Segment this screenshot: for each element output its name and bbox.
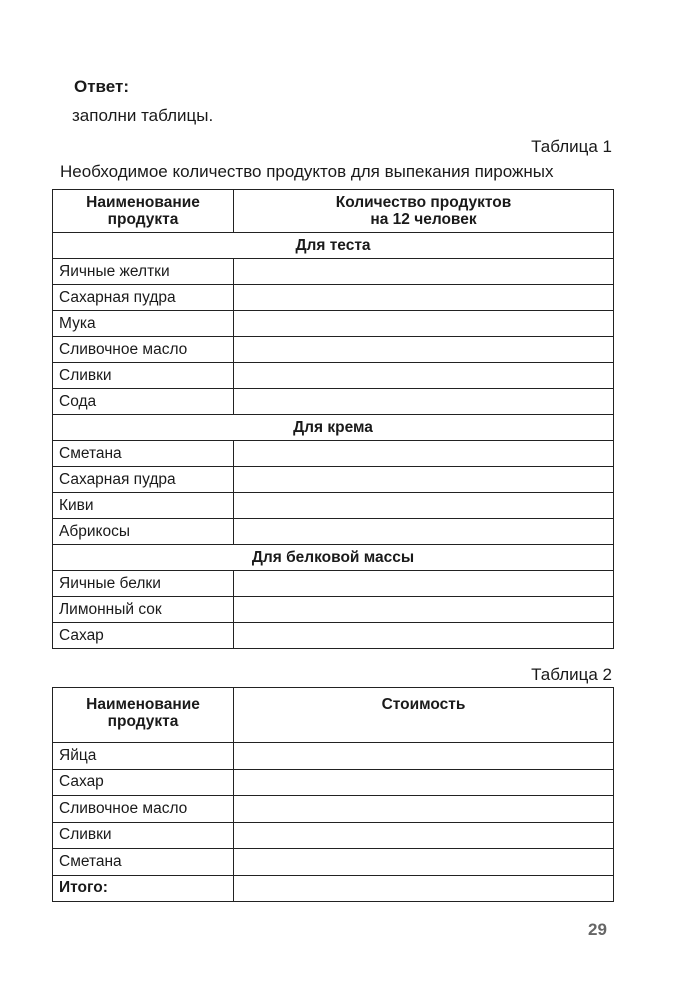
table-row bbox=[53, 363, 614, 389]
table-row bbox=[53, 441, 614, 467]
quantity-cell[interactable] bbox=[234, 493, 614, 519]
product-name: Яйца bbox=[53, 743, 234, 770]
quantity-cell[interactable] bbox=[234, 259, 614, 285]
instruction-text: заполни таблицы. bbox=[72, 106, 214, 125]
total-cost-cell[interactable] bbox=[234, 875, 614, 902]
quantity-cell[interactable] bbox=[234, 467, 614, 493]
table-row bbox=[53, 467, 614, 493]
table-row bbox=[53, 849, 614, 876]
quantity-cell[interactable] bbox=[234, 311, 614, 337]
table-row bbox=[53, 743, 614, 770]
products-cost-table bbox=[52, 687, 614, 902]
product-name: Сахар bbox=[53, 769, 234, 796]
table1-title: Необходимое количество продуктов для выпекания пирожных bbox=[60, 162, 554, 181]
table1-header-product: Наименование продукта bbox=[53, 190, 234, 233]
table1-caption: Таблица 1 bbox=[531, 137, 612, 156]
section-row bbox=[53, 233, 614, 259]
product-name: Сметана bbox=[53, 441, 234, 467]
table-row bbox=[53, 493, 614, 519]
table-row bbox=[53, 519, 614, 545]
quantity-cell[interactable] bbox=[234, 389, 614, 415]
quantity-cell[interactable] bbox=[234, 519, 614, 545]
product-name: Сахарная пудра bbox=[53, 467, 234, 493]
table2-header-cost: Стоимость bbox=[234, 688, 614, 743]
table-row bbox=[53, 389, 614, 415]
quantity-cell[interactable] bbox=[234, 285, 614, 311]
table2-caption: Таблица 2 bbox=[531, 665, 612, 684]
section-title: Для белковой массы bbox=[53, 545, 614, 571]
product-name: Сода bbox=[53, 389, 234, 415]
table-row bbox=[53, 337, 614, 363]
cost-cell[interactable] bbox=[234, 822, 614, 849]
section-title: Для крема bbox=[53, 415, 614, 441]
products-quantity-table bbox=[52, 189, 614, 649]
table-row bbox=[53, 769, 614, 796]
section-row bbox=[53, 415, 614, 441]
product-name: Сметана bbox=[53, 849, 234, 876]
table2-header-product: Наименование продукта bbox=[53, 688, 234, 743]
section-title: Для теста bbox=[53, 233, 614, 259]
product-name: Сахарная пудра bbox=[53, 285, 234, 311]
cost-cell[interactable] bbox=[234, 743, 614, 770]
product-name: Лимонный сок bbox=[53, 597, 234, 623]
quantity-cell[interactable] bbox=[234, 597, 614, 623]
product-name: Сливки bbox=[53, 363, 234, 389]
product-name: Яичные желтки bbox=[53, 259, 234, 285]
product-name: Сливки bbox=[53, 822, 234, 849]
product-name: Абрикосы bbox=[53, 519, 234, 545]
cost-cell[interactable] bbox=[234, 769, 614, 796]
product-name: Сахар bbox=[53, 623, 234, 649]
table-row bbox=[53, 822, 614, 849]
total-row bbox=[53, 875, 614, 902]
table-row bbox=[53, 259, 614, 285]
quantity-cell[interactable] bbox=[234, 571, 614, 597]
table2-header-row bbox=[53, 688, 614, 743]
quantity-cell[interactable] bbox=[234, 363, 614, 389]
page-number: 29 bbox=[588, 920, 607, 939]
product-name: Яичные белки bbox=[53, 571, 234, 597]
product-name: Сливочное масло bbox=[53, 796, 234, 823]
answer-label: Ответ: bbox=[74, 77, 129, 96]
table-row bbox=[53, 311, 614, 337]
total-label: Итого: bbox=[53, 875, 234, 902]
cost-cell[interactable] bbox=[234, 796, 614, 823]
product-name: Мука bbox=[53, 311, 234, 337]
table-row bbox=[53, 285, 614, 311]
table1-header-quantity: Количество продуктов на 12 человек bbox=[234, 190, 614, 233]
product-name: Киви bbox=[53, 493, 234, 519]
quantity-cell[interactable] bbox=[234, 441, 614, 467]
cost-cell[interactable] bbox=[234, 849, 614, 876]
product-name: Сливочное масло bbox=[53, 337, 234, 363]
table1-header-row bbox=[53, 190, 614, 233]
table-row bbox=[53, 623, 614, 649]
section-row bbox=[53, 545, 614, 571]
quantity-cell[interactable] bbox=[234, 337, 614, 363]
table-row bbox=[53, 571, 614, 597]
table-row bbox=[53, 796, 614, 823]
quantity-cell[interactable] bbox=[234, 623, 614, 649]
table-row bbox=[53, 597, 614, 623]
